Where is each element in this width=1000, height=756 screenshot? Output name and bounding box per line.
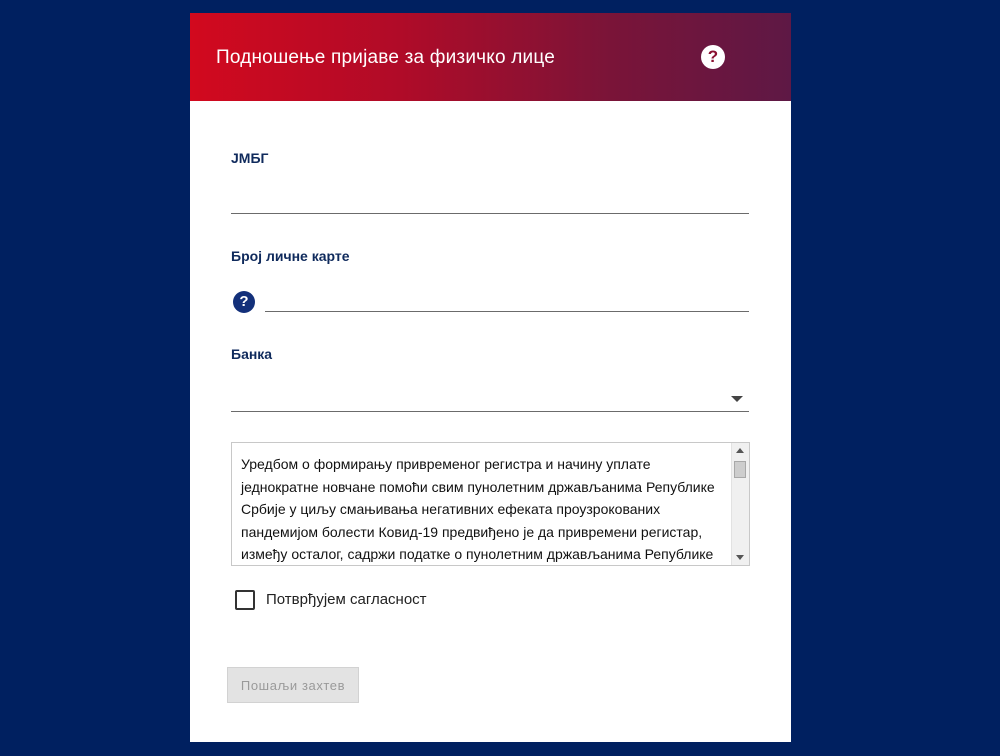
consent-label: Потврђујем сагласност — [266, 591, 427, 608]
jmbg-input[interactable] — [231, 188, 749, 214]
terms-text: Уредбом о формирању привременог регистра и начину уплате једнократне новчане помоћи свим пунолетним држављанима Републике Србије у циљу смањивања негативних ефеката проузрокованих пандемијом болести Ковид-19 предвиђено је да привремени регистар, између осталог, садржи податке о пунолетним држављанима Републике — [241, 456, 715, 562]
card-header — [190, 13, 791, 101]
scroll-up-icon[interactable] — [736, 448, 744, 453]
consent-checkbox[interactable] — [235, 590, 255, 610]
bank-select[interactable] — [231, 386, 749, 412]
scrollbar-thumb[interactable] — [734, 461, 746, 478]
terms-textarea[interactable] — [231, 442, 750, 566]
id-card-label: Број личне карте — [231, 248, 350, 264]
id-card-input[interactable] — [265, 286, 749, 312]
help-icon[interactable]: ? — [701, 45, 725, 69]
jmbg-label: ЈМБГ — [231, 150, 269, 166]
page-title: Подношење пријаве за физичко лице — [216, 47, 555, 68]
chevron-down-icon[interactable] — [731, 396, 743, 402]
id-card-help-icon[interactable]: ? — [233, 291, 255, 313]
submit-button[interactable]: Пошаљи захтев — [227, 667, 359, 703]
scroll-down-icon[interactable] — [736, 555, 744, 560]
terms-scrollbar[interactable] — [731, 443, 749, 565]
bank-label: Банка — [231, 346, 273, 362]
application-card — [190, 13, 791, 742]
